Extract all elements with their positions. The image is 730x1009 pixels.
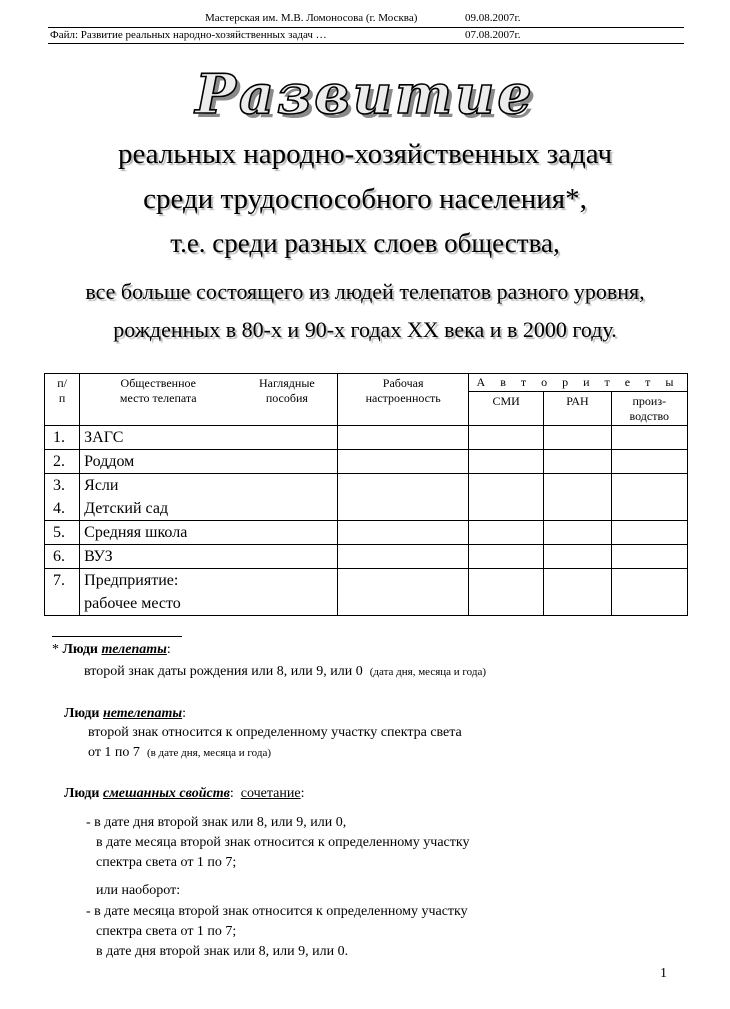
- footnote-non-telepaths: Люди нетелепаты:: [64, 706, 187, 721]
- footnote-non-text-2: от 1 по 7 (в дате дня, месяца и года): [88, 745, 271, 760]
- row-place: Роддом: [84, 453, 135, 470]
- header-rule: [48, 27, 684, 28]
- footnote-mixed-line-1: - в дате дня второй знак или 8, или 9, или 0,: [86, 815, 347, 830]
- empty-cell-mood: [338, 569, 469, 616]
- row-number-cell: [45, 545, 80, 569]
- row-number: 4.: [53, 500, 65, 517]
- title-line-1: реальных народно-хозяйственных задач: [117, 138, 613, 170]
- header-file-date: 07.08.2007г.: [465, 29, 521, 41]
- row-place: Детский сад: [84, 500, 169, 517]
- empty-cell-smi: [468, 474, 543, 521]
- col-ran-header: РАН: [544, 392, 611, 426]
- footnote-mixed-line-6: в дате дня второй знак или 8, или 9, или 0.: [96, 944, 349, 959]
- footnote-mixed-line-4: - в дате месяца второй знак относится к определенному участку: [86, 904, 468, 919]
- row-place-cell: [80, 474, 338, 521]
- footnote-telepaths: * Люди телепаты:: [52, 642, 171, 657]
- row-number-cell: [45, 521, 80, 545]
- title-line-2: среди трудоспособного населения*,: [143, 183, 587, 215]
- table-row: [45, 450, 688, 474]
- row-place: Предприятие:: [84, 572, 179, 589]
- empty-cell-ran: [544, 474, 611, 521]
- footnote-mixed-line-5: спектра света от 1 по 7;: [96, 924, 237, 939]
- page-number: 1: [660, 966, 667, 981]
- table-row: [45, 569, 688, 616]
- row-place-cell: [80, 569, 338, 616]
- row-number: 6.: [53, 548, 65, 565]
- row-number-cell: [45, 450, 80, 474]
- empty-cell-ran: [544, 521, 611, 545]
- header-file: Файл: Развитие реальных народно-хозяйственных задач …: [50, 29, 327, 41]
- table-row: [45, 521, 688, 545]
- empty-cell-smi: [468, 521, 543, 545]
- col-smi-header: СМИ: [468, 392, 543, 426]
- table-row: [45, 474, 688, 521]
- col-num-header: п/ п: [45, 374, 80, 426]
- footnote-mixed: Люди смешанных свойств: сочетание:: [64, 786, 305, 801]
- main-title: Развитие: [195, 62, 535, 126]
- row-place: рабочее место: [84, 595, 181, 612]
- title-line-3: т.е. среди разных слоев общества,: [170, 228, 560, 258]
- footnote-mixed-line-3: спектра света от 1 по 7;: [96, 855, 237, 870]
- empty-cell-mood: [338, 545, 469, 569]
- empty-cell-smi: [468, 569, 543, 616]
- empty-cell-ran: [544, 450, 611, 474]
- row-number: 5.: [53, 524, 65, 541]
- table-row: [45, 545, 688, 569]
- row-place-cell: [80, 450, 338, 474]
- empty-cell-mood: [338, 450, 469, 474]
- footnote-telepaths-text: второй знак даты рождения или 8, или 9, или 0 (дата дня, месяца и года): [84, 664, 486, 679]
- row-number: 3.: [53, 477, 65, 494]
- title-line-4: все больше состоящего из людей телепатов разного уровня,: [85, 279, 645, 304]
- empty-cell-prod: [611, 545, 687, 569]
- empty-cell-prod: [611, 450, 687, 474]
- header-date: 09.08.2007г.: [465, 12, 521, 24]
- col-prod-header: произ- водство: [611, 392, 687, 426]
- empty-cell-ran: [544, 569, 611, 616]
- row-place-cell: [80, 426, 338, 450]
- col-mood-header: Рабочая настроенность: [338, 374, 469, 426]
- empty-cell-prod: [611, 426, 687, 450]
- footnote-mixed-or: или наоборот:: [96, 883, 181, 898]
- empty-cell-prod: [611, 569, 687, 616]
- row-place: Ясли: [84, 477, 119, 494]
- footnote-non-text-1: второй знак относится к определенному участку спектра света: [88, 725, 462, 740]
- title-line-5: рожденных в 80-х и 90-х годах XX века и в 2000 году.: [113, 317, 617, 342]
- row-place-cell: [80, 545, 338, 569]
- empty-cell-smi: [468, 426, 543, 450]
- row-number-cell: [45, 474, 80, 521]
- empty-cell-prod: [611, 521, 687, 545]
- empty-cell-smi: [468, 450, 543, 474]
- telepath-table: [44, 373, 688, 616]
- empty-cell-mood: [338, 474, 469, 521]
- footnote-rule: [52, 636, 182, 637]
- empty-cell-prod: [611, 474, 687, 521]
- empty-cell-ran: [544, 426, 611, 450]
- empty-cell-ran: [544, 545, 611, 569]
- row-number-cell: [45, 569, 80, 616]
- header-rule-2: [48, 43, 684, 44]
- col-aids-header: Наглядные пособия: [236, 374, 337, 426]
- row-number: 7.: [53, 572, 65, 589]
- table-body: [45, 426, 688, 616]
- row-number-cell: [45, 426, 80, 450]
- row-place-cell: [80, 521, 338, 545]
- empty-cell-smi: [468, 545, 543, 569]
- table-row: [45, 426, 688, 450]
- row-place: ВУЗ: [84, 548, 113, 565]
- empty-cell-mood: [338, 426, 469, 450]
- header-workshop: Мастерская им. М.В. Ломоносова (г. Москва): [205, 12, 418, 24]
- col-place-header: Общественное место телепата: [80, 374, 237, 426]
- empty-cell-mood: [338, 521, 469, 545]
- row-number: 1.: [53, 429, 65, 446]
- row-place: Средняя школа: [84, 524, 188, 541]
- footnote-mixed-line-2: в дате месяца второй знак относится к определенному участку: [96, 835, 470, 850]
- col-authorities-header: А в т о р и т е т ы: [468, 374, 687, 392]
- row-place: ЗАГС: [84, 429, 124, 446]
- row-number: 2.: [53, 453, 65, 470]
